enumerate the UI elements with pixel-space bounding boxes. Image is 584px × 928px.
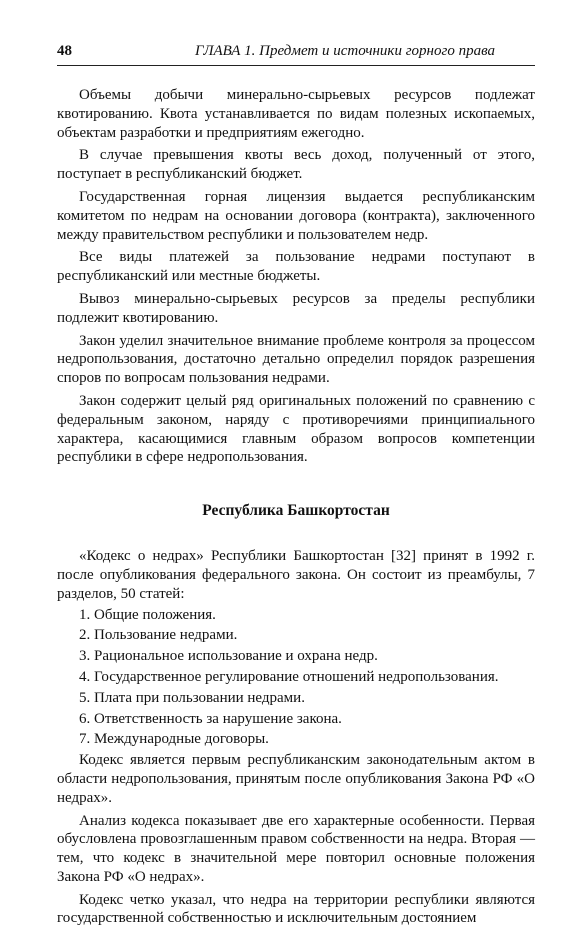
paragraph: Кодекс четко указал, что недра на территории республики являются государственной собственностью и исключительным достоянием — [57, 891, 535, 927]
list-item: 3. Рациональное использование и охрана недр. — [79, 648, 378, 665]
paragraph: Вывоз минерально-сырьевых ресурсов за пределы республики подлежит квотированию. — [57, 290, 535, 326]
list-item: 7. Международные договоры. — [79, 731, 269, 748]
paragraph: Закон уделил значительное внимание проблеме контроля за процессом недропользования, достаточно детально определил порядок разрешения споров по вопросам пользования недрами. — [57, 332, 535, 387]
paragraph: Закон содержит целый ряд оригинальных положений по сравнению с федеральным законом, наряду с противоречиями принципиального характера, касающимися главным образом вопросов компетенции республики в сфере недропользования. — [57, 392, 535, 466]
page-header — [57, 40, 535, 66]
paragraph: В случае превышения квоты весь доход, полученный от этого, поступает в республиканский бюджет. — [57, 147, 535, 183]
paragraph: Анализ кодекса показывает две его характерные особенности. Первая обусловлена провозглашенным правом собственности на недра. Вторая — тем, что кодекс в значительной мере повторил основные положения Закона РФ «О недрах». — [57, 812, 535, 885]
list-item: 4. Государственное регулирование отношений недропользования. — [79, 668, 499, 685]
list-item: 1. Общие положения. — [79, 606, 216, 623]
list-item: 2. Пользование недрами. — [79, 627, 238, 644]
paragraph: Кодекс является первым республиканским законодательным актом в области недропользования, принятым после опубликования Закона РФ «О недрах». — [57, 752, 535, 806]
page-number: 48 — [57, 43, 72, 59]
sections-list — [57, 606, 535, 750]
running-head: ГЛАВА 1. Предмет и источники горного права — [195, 43, 495, 59]
paragraph: Объемы добычи минерально-сырьевых ресурсов подлежат квотированию. Квота устанавливается по видам полезных ископаемых, объектам разработки и предприятиям ежегодно. — [57, 87, 535, 141]
list-item: 6. Ответственность за нарушение закона. — [79, 710, 342, 727]
paragraph: Государственная горная лицензия выдается республиканским комитетом по недрам на основании договора (контракта), заключенного между правительством республики и пользователем недр. — [57, 188, 535, 243]
section-title: Республика Башкортостан — [202, 502, 390, 520]
intro-paragraph: «Кодекс о недрах» Республики Башкортостан [32] принят в 1992 г. после опубликования федерального закона. Он состоит из преамбулы, 7 разделов, 50 статей: — [57, 548, 535, 602]
list-item: 5. Плата при пользовании недрами. — [79, 689, 305, 706]
paragraph: Все виды платежей за пользование недрами поступают в республиканский или местные бюджеты. — [57, 249, 535, 285]
page-body — [57, 86, 535, 928]
